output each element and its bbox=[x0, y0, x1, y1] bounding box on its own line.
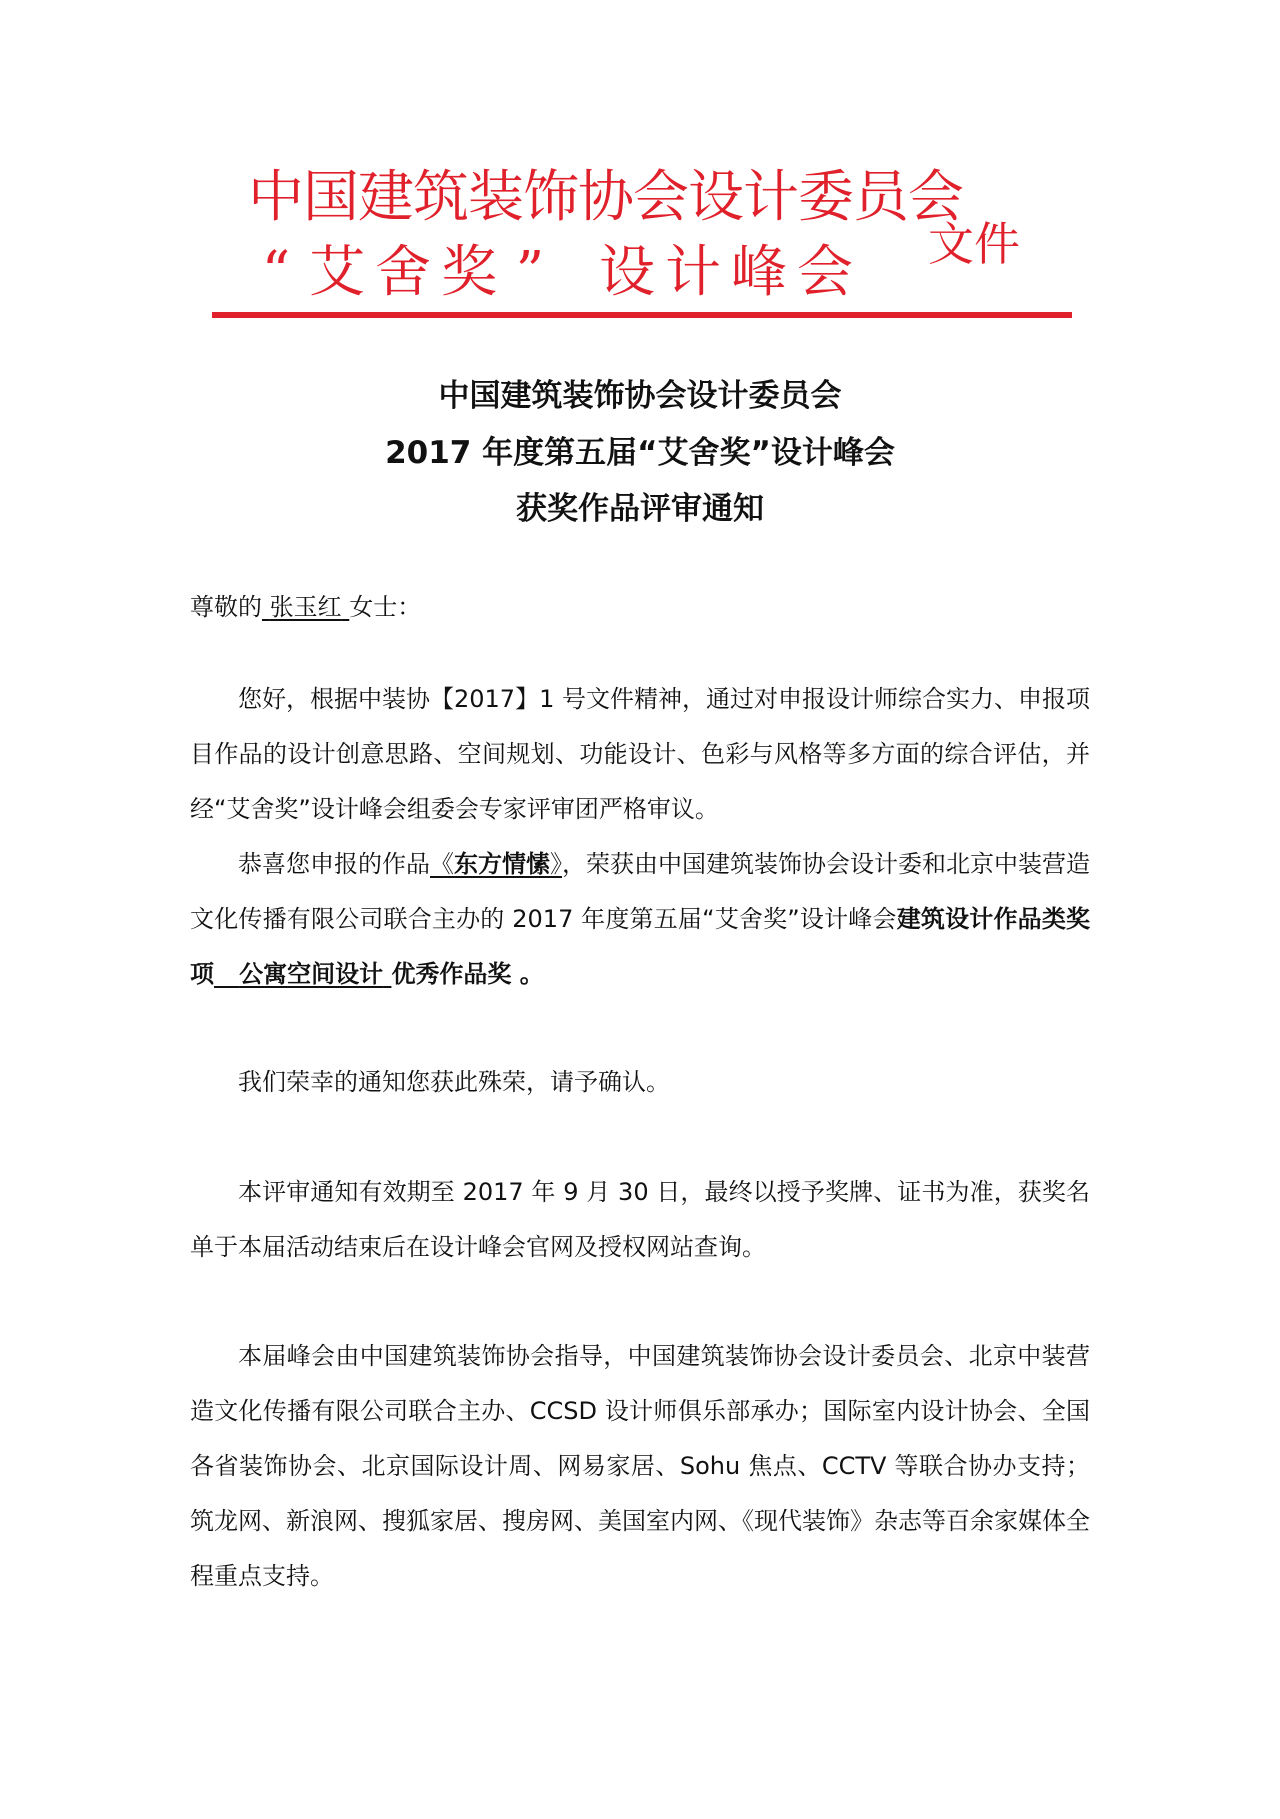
recipient-name: 张玉红 bbox=[269, 593, 342, 621]
event-char: 会 bbox=[797, 240, 853, 305]
open-quote: “ bbox=[261, 240, 291, 305]
intro-paragraph: 您好，根据中装协【2017】1 号文件精神，通过对申报设计师综合实力、申报项目作品的设计创意思路、空间规划、功能设计、色彩与风格等多方面的综合评估，并经“艾舍奖”设计峰会组委会专家评审团严格审议。 bbox=[190, 685, 1090, 823]
work-title: 《东方情愫》 bbox=[430, 850, 562, 878]
award-char: 舍 bbox=[375, 240, 431, 305]
award-char: 奖 bbox=[441, 240, 497, 305]
event-char: 设 bbox=[599, 240, 655, 305]
notice-title-line1: 中国建筑装饰协会设计委员会 bbox=[438, 378, 842, 414]
award-category: 建筑设计作品类奖项 bbox=[190, 905, 1091, 988]
organizers-paragraph: 本届峰会由中国建筑装饰协会指导，中国建筑装饰协会设计委员会、北京中装营造文化传播有限公司联合主办、CCSD 设计师俱乐部承办；国际室内设计协会、全国各省装饰协会、北京国际设计周、网易家居、Sohu 焦点、CCTV 等联合协办支持；筑龙网、新浪网、搜狐家居、搜房网、美国室内网、《现代装饰》杂志等百余家媒体全程重点支持。 bbox=[190, 1342, 1090, 1590]
letterhead-event-name bbox=[248, 240, 858, 305]
notice-title-line3: 获奖作品评审通知 bbox=[516, 491, 764, 527]
event-char: 峰 bbox=[731, 240, 787, 305]
salutation bbox=[190, 580, 421, 635]
validity-paragraph: 本评审通知有效期至 2017 年 9 月 30 日，最终以授予奖牌、证书为准，获奖名单于本届活动结束后在设计峰会官网及授权网站查询。 bbox=[190, 1178, 1090, 1261]
confirmation-paragraph: 我们荣幸的通知您获此殊荣，请予确认。 bbox=[238, 1068, 670, 1096]
letterhead-divider bbox=[212, 312, 1072, 318]
award-paragraph: 恭喜您申报的作品《东方情愫》，荣获由中国建筑装饰协会设计委和北京中装营造文化传播有限公司联合主办的 2017 年度第五届“艾舍奖”设计峰会建筑设计作品类奖项 公寓空间设计 优秀作品奖 。 bbox=[190, 850, 1091, 988]
award-subcategory: 公寓空间设计 bbox=[239, 960, 384, 988]
salutation-prefix: 尊敬的 bbox=[190, 593, 262, 621]
award-char: 艾 bbox=[309, 240, 365, 305]
award-name: 优秀作品奖 。 bbox=[391, 960, 544, 988]
letterhead-doc-word: 文件 bbox=[928, 217, 1020, 271]
salutation-suffix: 女士： bbox=[349, 593, 422, 621]
close-quote: ” bbox=[515, 240, 545, 305]
notice-title-line2: 2017 年度第五届“艾舍奖”设计峰会 bbox=[385, 435, 895, 471]
event-char: 计 bbox=[665, 240, 721, 305]
letterhead-org-name: 中国建筑装饰协会设计委员会 bbox=[248, 165, 963, 230]
